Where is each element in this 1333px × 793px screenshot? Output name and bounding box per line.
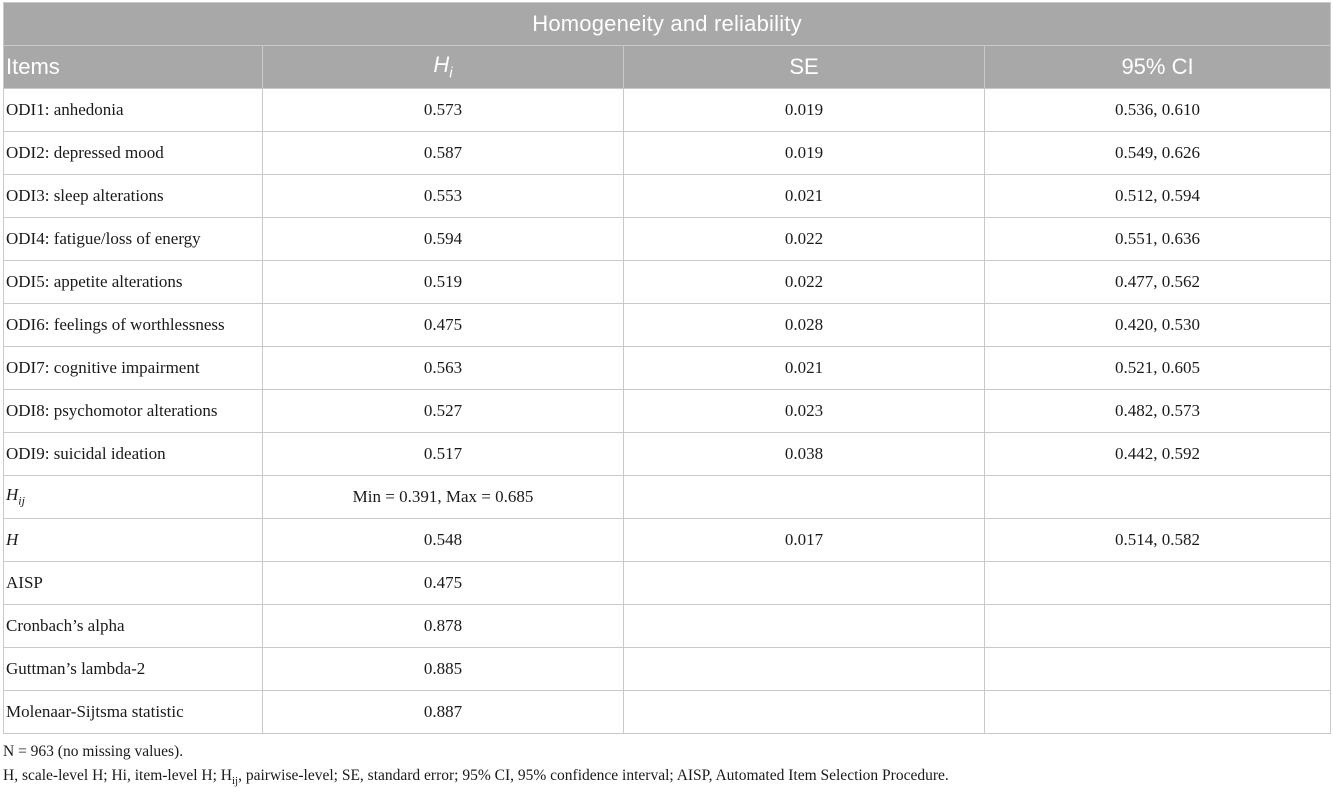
row-hi: 0.517 [263, 433, 624, 476]
table-row [4, 691, 1331, 734]
row-label-hij [4, 476, 263, 519]
row-ci: 0.442, 0.592 [985, 433, 1331, 476]
row-ci: 0.477, 0.562 [985, 261, 1331, 304]
row-se: 0.023 [624, 390, 985, 433]
row-se: 0.017 [624, 519, 985, 562]
row-hi: 0.563 [263, 347, 624, 390]
row-se: 0.021 [624, 347, 985, 390]
row-ci [985, 476, 1331, 519]
row-hi: 0.527 [263, 390, 624, 433]
header-hi-sub: i [449, 64, 453, 82]
row-se: 0.022 [624, 218, 985, 261]
table-row [4, 605, 1331, 648]
table-body [4, 89, 1331, 734]
homogeneity-table-container [3, 2, 1330, 793]
row-se [624, 562, 985, 605]
header-se: SE [624, 46, 985, 89]
row-se [624, 691, 985, 734]
row-se: 0.021 [624, 175, 985, 218]
row-ci [985, 605, 1331, 648]
row-ci: 0.549, 0.626 [985, 132, 1331, 175]
row-ci: 0.551, 0.636 [985, 218, 1331, 261]
footnote-sample-size: N = 963 (no missing values). [3, 743, 184, 760]
table-row [4, 218, 1331, 261]
row-se: 0.028 [624, 304, 985, 347]
table-row [4, 132, 1331, 175]
row-hi: 0.553 [263, 175, 624, 218]
row-value: 0.887 [263, 691, 624, 734]
row-value: 0.475 [263, 562, 624, 605]
header-hi [263, 46, 624, 89]
row-label: ODI4: fatigue/loss of energy [4, 218, 263, 261]
footnote-abbreviations [3, 764, 1330, 793]
row-se: 0.019 [624, 132, 985, 175]
row-ci: 0.521, 0.605 [985, 347, 1331, 390]
row-label: Molenaar-Sijtsma statistic [4, 691, 263, 734]
footnote-abbrev-sub: ij [231, 775, 239, 788]
row-label: ODI9: suicidal ideation [4, 433, 263, 476]
hij-label-main: H [6, 485, 19, 505]
row-se: 0.022 [624, 261, 985, 304]
row-label-h: H [4, 519, 263, 562]
row-ci: 0.536, 0.610 [985, 89, 1331, 132]
row-se [624, 648, 985, 691]
row-h-value: 0.548 [263, 519, 624, 562]
row-ci: 0.482, 0.573 [985, 390, 1331, 433]
table-row [4, 304, 1331, 347]
row-ci: 0.514, 0.582 [985, 519, 1331, 562]
row-label: ODI1: anhedonia [4, 89, 263, 132]
hij-label-sub: ij [18, 493, 25, 508]
row-ci [985, 562, 1331, 605]
table-row [4, 175, 1331, 218]
header-hi-main: H [433, 52, 450, 78]
header-ci: 95% CI [985, 46, 1331, 89]
row-hi: 0.587 [263, 132, 624, 175]
row-ci [985, 691, 1331, 734]
row-hi: 0.594 [263, 218, 624, 261]
row-hi: 0.573 [263, 89, 624, 132]
table-footnotes [3, 740, 1330, 793]
homogeneity-reliability-table [3, 2, 1331, 734]
row-hi: 0.519 [263, 261, 624, 304]
row-hij-value: Min = 0.391, Max = 0.685 [263, 476, 624, 519]
row-se: 0.019 [624, 89, 985, 132]
row-label: ODI7: cognitive impairment [4, 347, 263, 390]
table-row [4, 261, 1331, 304]
row-label: ODI8: psychomotor alterations [4, 390, 263, 433]
row-label: ODI6: feelings of worthlessness [4, 304, 263, 347]
footnote-abbrev-part1: H, scale-level H; Hi, item-level H; H [3, 767, 232, 784]
row-value: 0.878 [263, 605, 624, 648]
row-label: ODI5: appetite alterations [4, 261, 263, 304]
table-row [4, 347, 1331, 390]
row-label: ODI3: sleep alterations [4, 175, 263, 218]
row-ci: 0.512, 0.594 [985, 175, 1331, 218]
row-hi: 0.475 [263, 304, 624, 347]
row-se: 0.038 [624, 433, 985, 476]
table-row [4, 562, 1331, 605]
row-se [624, 605, 985, 648]
row-label: AISP [4, 562, 263, 605]
table-title: Homogeneity and reliability [4, 3, 1331, 46]
table-row-hij [4, 476, 1331, 519]
table-row [4, 390, 1331, 433]
row-se [624, 476, 985, 519]
header-items: Items [4, 46, 263, 89]
row-ci [985, 648, 1331, 691]
row-label: Cronbach’s alpha [4, 605, 263, 648]
table-row [4, 89, 1331, 132]
row-label: ODI2: depressed mood [4, 132, 263, 175]
table-row [4, 433, 1331, 476]
row-ci: 0.420, 0.530 [985, 304, 1331, 347]
table-row-h [4, 519, 1331, 562]
row-label: Guttman’s lambda-2 [4, 648, 263, 691]
table-row [4, 648, 1331, 691]
footnote-abbrev-part2: , pairwise-level; SE, standard error; 95% CI, 95% confidence interval; AISP, Automated Item Selection Procedure. [238, 767, 949, 784]
row-value: 0.885 [263, 648, 624, 691]
